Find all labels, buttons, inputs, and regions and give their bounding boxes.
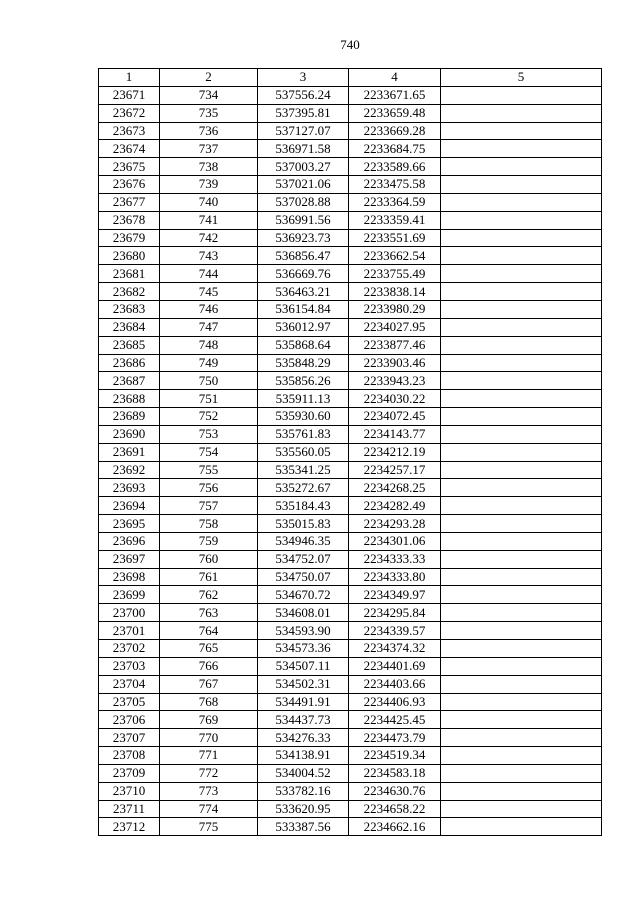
- table-cell-col-5: [441, 532, 602, 550]
- table-cell-col-3: 535911.13: [258, 390, 349, 408]
- table-cell-col-3: 535856.26: [258, 372, 349, 390]
- table-cell-col-1: 23706: [99, 711, 160, 729]
- table-cell-col-1: 23709: [99, 764, 160, 782]
- table-cell-col-3: 537021.06: [258, 176, 349, 194]
- table-row: [99, 568, 602, 586]
- table-cell-col-5: [441, 782, 602, 800]
- table-header: [99, 69, 602, 87]
- table-cell-col-5: [441, 372, 602, 390]
- table-cell-col-4: 2233589.66: [349, 158, 441, 176]
- table-cell-col-2: 769: [160, 711, 258, 729]
- table-cell-col-5: [441, 104, 602, 122]
- table-row: [99, 122, 602, 140]
- table-row: [99, 247, 602, 265]
- table-cell-col-3: 533387.56: [258, 818, 349, 836]
- table-cell-col-2: 774: [160, 800, 258, 818]
- table-cell-col-5: [441, 497, 602, 515]
- table-cell-col-3: 537556.24: [258, 86, 349, 104]
- table-cell-col-4: 2234030.22: [349, 390, 441, 408]
- table-row: [99, 336, 602, 354]
- table-cell-col-3: 536856.47: [258, 247, 349, 265]
- table-cell-col-1: 23707: [99, 729, 160, 747]
- table-cell-col-4: 2234268.25: [349, 479, 441, 497]
- table-cell-col-2: 763: [160, 604, 258, 622]
- table-cell-col-1: 23682: [99, 283, 160, 301]
- table-row: [99, 408, 602, 426]
- table-cell-col-1: 23692: [99, 461, 160, 479]
- table-cell-col-3: 534437.73: [258, 711, 349, 729]
- table-cell-col-5: [441, 425, 602, 443]
- table-cell-col-3: 535341.25: [258, 461, 349, 479]
- table-cell-col-2: 758: [160, 515, 258, 533]
- table-cell-col-3: 537127.07: [258, 122, 349, 140]
- header-cell-2: 2: [160, 69, 258, 87]
- table-cell-col-5: [441, 318, 602, 336]
- table-cell-col-4: 2234406.93: [349, 693, 441, 711]
- table-cell-col-2: 765: [160, 640, 258, 658]
- table-cell-col-2: 775: [160, 818, 258, 836]
- table-cell-col-5: [441, 586, 602, 604]
- table-cell-col-1: 23678: [99, 211, 160, 229]
- table-cell-col-1: 23671: [99, 86, 160, 104]
- table-cell-col-2: 744: [160, 265, 258, 283]
- table-cell-col-3: 534752.07: [258, 550, 349, 568]
- table-cell-col-2: 751: [160, 390, 258, 408]
- table-cell-col-2: 770: [160, 729, 258, 747]
- table-cell-col-3: 535272.67: [258, 479, 349, 497]
- header-cell-1: 1: [99, 69, 160, 87]
- table-cell-col-2: 748: [160, 336, 258, 354]
- table-cell-col-1: 23679: [99, 229, 160, 247]
- table-row: [99, 622, 602, 640]
- table-cell-col-5: [441, 354, 602, 372]
- table-row: [99, 372, 602, 390]
- table-cell-col-5: [441, 122, 602, 140]
- table-cell-col-1: 23699: [99, 586, 160, 604]
- table-row: [99, 640, 602, 658]
- table-cell-col-5: [441, 711, 602, 729]
- table-cell-col-5: [441, 622, 602, 640]
- table-row: [99, 390, 602, 408]
- table-cell-col-5: [441, 747, 602, 765]
- table-cell-col-4: 2234662.16: [349, 818, 441, 836]
- table-cell-col-4: 2234630.76: [349, 782, 441, 800]
- table-cell-col-3: 533620.95: [258, 800, 349, 818]
- table-cell-col-5: [441, 336, 602, 354]
- table-cell-col-1: 23704: [99, 675, 160, 693]
- page-number: 740: [340, 37, 360, 52]
- table-cell-col-2: 771: [160, 747, 258, 765]
- table-row: [99, 729, 602, 747]
- table-cell-col-3: 534004.52: [258, 764, 349, 782]
- table-cell-col-2: 749: [160, 354, 258, 372]
- table-cell-col-5: [441, 515, 602, 533]
- table-cell-col-4: 2233684.75: [349, 140, 441, 158]
- table-cell-col-1: 23684: [99, 318, 160, 336]
- table-row: [99, 532, 602, 550]
- table-cell-col-3: 534138.91: [258, 747, 349, 765]
- table-cell-col-4: 2233671.65: [349, 86, 441, 104]
- table-row: [99, 586, 602, 604]
- table-cell-col-5: [441, 729, 602, 747]
- table-cell-col-4: 2234339.57: [349, 622, 441, 640]
- table-row: [99, 443, 602, 461]
- table-cell-col-3: 537003.27: [258, 158, 349, 176]
- table-row: [99, 800, 602, 818]
- table-cell-col-4: 2233659.48: [349, 104, 441, 122]
- table-cell-col-1: 23677: [99, 193, 160, 211]
- table-row: [99, 657, 602, 675]
- table-cell-col-5: [441, 461, 602, 479]
- table-cell-col-4: 2234072.45: [349, 408, 441, 426]
- table-cell-col-2: 742: [160, 229, 258, 247]
- table-cell-col-4: 2233877.46: [349, 336, 441, 354]
- table-cell-col-2: 752: [160, 408, 258, 426]
- table-row: [99, 747, 602, 765]
- table-cell-col-5: [441, 265, 602, 283]
- table-cell-col-5: [441, 443, 602, 461]
- table-cell-col-3: 536012.97: [258, 318, 349, 336]
- table-cell-col-5: [441, 657, 602, 675]
- table-cell-col-1: 23695: [99, 515, 160, 533]
- table-cell-col-5: [441, 247, 602, 265]
- table-row: [99, 515, 602, 533]
- table-cell-col-4: 2234519.34: [349, 747, 441, 765]
- table-cell-col-1: 23701: [99, 622, 160, 640]
- table-cell-col-1: 23674: [99, 140, 160, 158]
- table-cell-col-2: 734: [160, 86, 258, 104]
- table-row: [99, 425, 602, 443]
- table-cell-col-1: 23703: [99, 657, 160, 675]
- table-cell-col-2: 760: [160, 550, 258, 568]
- table-cell-col-2: 767: [160, 675, 258, 693]
- table-row: [99, 300, 602, 318]
- table-row: [99, 461, 602, 479]
- table-cell-col-1: 23689: [99, 408, 160, 426]
- table-cell-col-3: 535184.43: [258, 497, 349, 515]
- table-cell-col-4: 2233359.41: [349, 211, 441, 229]
- table-cell-col-5: [441, 800, 602, 818]
- table-cell-col-3: 535848.29: [258, 354, 349, 372]
- table-cell-col-1: 23696: [99, 532, 160, 550]
- table-cell-col-4: 2234425.45: [349, 711, 441, 729]
- table-cell-col-1: 23688: [99, 390, 160, 408]
- table-cell-col-5: [441, 140, 602, 158]
- table-cell-col-4: 2234401.69: [349, 657, 441, 675]
- table-cell-col-3: 534502.31: [258, 675, 349, 693]
- table-cell-col-3: 535015.83: [258, 515, 349, 533]
- table-cell-col-2: 773: [160, 782, 258, 800]
- table-cell-col-5: [441, 176, 602, 194]
- table-cell-col-1: 23697: [99, 550, 160, 568]
- table-cell-col-3: 535930.60: [258, 408, 349, 426]
- table-cell-col-2: 740: [160, 193, 258, 211]
- table-cell-col-4: 2233662.54: [349, 247, 441, 265]
- table-cell-col-3: 534507.11: [258, 657, 349, 675]
- table-cell-col-4: 2234658.22: [349, 800, 441, 818]
- table-cell-col-4: 2234143.77: [349, 425, 441, 443]
- table-row: [99, 140, 602, 158]
- table-cell-col-1: 23675: [99, 158, 160, 176]
- table-cell-col-1: 23690: [99, 425, 160, 443]
- table-row: [99, 86, 602, 104]
- table-cell-col-4: 2233838.14: [349, 283, 441, 301]
- table-cell-col-5: [441, 300, 602, 318]
- header-cell-4: 4: [349, 69, 441, 87]
- table-cell-col-5: [441, 283, 602, 301]
- table-cell-col-5: [441, 193, 602, 211]
- table-cell-col-5: [441, 550, 602, 568]
- table-cell-col-3: 533782.16: [258, 782, 349, 800]
- table-cell-col-5: [441, 640, 602, 658]
- table-row: [99, 764, 602, 782]
- header-row: [99, 69, 602, 87]
- table-cell-col-2: 762: [160, 586, 258, 604]
- table-cell-col-1: 23691: [99, 443, 160, 461]
- table-cell-col-5: [441, 158, 602, 176]
- table-cell-col-4: 2234583.18: [349, 764, 441, 782]
- table-cell-col-5: [441, 764, 602, 782]
- table-row: [99, 158, 602, 176]
- table-row: [99, 211, 602, 229]
- table-cell-col-1: 23705: [99, 693, 160, 711]
- table-cell-col-4: 2233551.69: [349, 229, 441, 247]
- table-cell-col-2: 739: [160, 176, 258, 194]
- table-row: [99, 265, 602, 283]
- table-cell-col-5: [441, 229, 602, 247]
- table-cell-col-4: 2234333.33: [349, 550, 441, 568]
- table-row: [99, 497, 602, 515]
- table-cell-col-2: 772: [160, 764, 258, 782]
- table-cell-col-4: 2233364.59: [349, 193, 441, 211]
- table-cell-col-2: 746: [160, 300, 258, 318]
- table-row: [99, 818, 602, 836]
- table-cell-col-3: 534946.35: [258, 532, 349, 550]
- table-cell-col-1: 23685: [99, 336, 160, 354]
- table-cell-col-3: 536991.56: [258, 211, 349, 229]
- table-cell-col-2: 747: [160, 318, 258, 336]
- table-cell-col-1: 23683: [99, 300, 160, 318]
- table-cell-col-5: [441, 390, 602, 408]
- table-cell-col-4: 2234349.97: [349, 586, 441, 604]
- table-cell-col-3: 534750.07: [258, 568, 349, 586]
- table-cell-col-1: 23693: [99, 479, 160, 497]
- table-row: [99, 550, 602, 568]
- table-cell-col-3: 534573.36: [258, 640, 349, 658]
- table-row: [99, 782, 602, 800]
- table-cell-col-4: 2233980.29: [349, 300, 441, 318]
- table-cell-col-3: 536463.21: [258, 283, 349, 301]
- table-cell-col-4: 2234282.49: [349, 497, 441, 515]
- table-cell-col-5: [441, 86, 602, 104]
- table-cell-col-3: 535761.83: [258, 425, 349, 443]
- table-row: [99, 711, 602, 729]
- table-row: [99, 229, 602, 247]
- table-row: [99, 176, 602, 194]
- table-cell-col-1: 23711: [99, 800, 160, 818]
- table-cell-col-5: [441, 693, 602, 711]
- table-cell-col-1: 23702: [99, 640, 160, 658]
- table-cell-col-1: 23673: [99, 122, 160, 140]
- table-cell-col-1: 23680: [99, 247, 160, 265]
- table-cell-col-2: 761: [160, 568, 258, 586]
- table-cell-col-3: 534608.01: [258, 604, 349, 622]
- table-row: [99, 193, 602, 211]
- table-cell-col-1: 23687: [99, 372, 160, 390]
- table-cell-col-5: [441, 211, 602, 229]
- table-cell-col-2: 750: [160, 372, 258, 390]
- table-cell-col-2: 768: [160, 693, 258, 711]
- table-cell-col-2: 757: [160, 497, 258, 515]
- table-cell-col-2: 756: [160, 479, 258, 497]
- table-cell-col-1: 23712: [99, 818, 160, 836]
- table-cell-col-4: 2234295.84: [349, 604, 441, 622]
- table-row: [99, 104, 602, 122]
- table-cell-col-2: 737: [160, 140, 258, 158]
- table-cell-col-3: 536923.73: [258, 229, 349, 247]
- table-cell-col-2: 754: [160, 443, 258, 461]
- table-cell-col-4: 2233903.46: [349, 354, 441, 372]
- table-cell-col-2: 753: [160, 425, 258, 443]
- table-row: [99, 354, 602, 372]
- table-cell-col-4: 2234473.79: [349, 729, 441, 747]
- table-cell-col-2: 741: [160, 211, 258, 229]
- table-row: [99, 283, 602, 301]
- table-cell-col-2: 743: [160, 247, 258, 265]
- table-cell-col-5: [441, 479, 602, 497]
- table-row: [99, 675, 602, 693]
- table-cell-col-3: 534491.91: [258, 693, 349, 711]
- table-cell-col-3: 537028.88: [258, 193, 349, 211]
- table-row: [99, 693, 602, 711]
- table-cell-col-2: 755: [160, 461, 258, 479]
- table-cell-col-4: 2234301.06: [349, 532, 441, 550]
- table-cell-col-4: 2234212.19: [349, 443, 441, 461]
- table-cell-col-1: 23694: [99, 497, 160, 515]
- table-row: [99, 318, 602, 336]
- table-cell-col-2: 735: [160, 104, 258, 122]
- header-cell-5: 5: [441, 69, 602, 87]
- table-cell-col-3: 534276.33: [258, 729, 349, 747]
- table-cell-col-4: 2234333.80: [349, 568, 441, 586]
- table-cell-col-3: 534670.72: [258, 586, 349, 604]
- table-cell-col-2: 738: [160, 158, 258, 176]
- table-cell-col-3: 537395.81: [258, 104, 349, 122]
- table-row: [99, 479, 602, 497]
- table-cell-col-3: 536971.58: [258, 140, 349, 158]
- table-cell-col-1: 23708: [99, 747, 160, 765]
- table-cell-col-5: [441, 408, 602, 426]
- table-cell-col-3: 534593.90: [258, 622, 349, 640]
- table-cell-col-1: 23672: [99, 104, 160, 122]
- table-cell-col-1: 23710: [99, 782, 160, 800]
- table-cell-col-2: 764: [160, 622, 258, 640]
- table-cell-col-3: 535868.64: [258, 336, 349, 354]
- table-cell-col-4: 2233943.23: [349, 372, 441, 390]
- header-cell-3: 3: [258, 69, 349, 87]
- table-cell-col-4: 2233475.58: [349, 176, 441, 194]
- table-cell-col-3: 535560.05: [258, 443, 349, 461]
- table-cell-col-1: 23700: [99, 604, 160, 622]
- table-cell-col-5: [441, 675, 602, 693]
- table-cell-col-4: 2234027.95: [349, 318, 441, 336]
- table-cell-col-1: 23681: [99, 265, 160, 283]
- table-cell-col-1: 23686: [99, 354, 160, 372]
- table-cell-col-3: 536669.76: [258, 265, 349, 283]
- table-cell-col-4: 2234293.28: [349, 515, 441, 533]
- coordinates-table: [98, 68, 602, 836]
- table-cell-col-2: 745: [160, 283, 258, 301]
- table-cell-col-2: 759: [160, 532, 258, 550]
- table-cell-col-4: 2234403.66: [349, 675, 441, 693]
- table-cell-col-5: [441, 818, 602, 836]
- table-row: [99, 604, 602, 622]
- table-cell-col-1: 23698: [99, 568, 160, 586]
- table-cell-col-4: 2233669.28: [349, 122, 441, 140]
- table-cell-col-3: 536154.84: [258, 300, 349, 318]
- table-cell-col-2: 736: [160, 122, 258, 140]
- table-body: [99, 86, 602, 835]
- table-cell-col-4: 2233755.49: [349, 265, 441, 283]
- table-cell-col-1: 23676: [99, 176, 160, 194]
- table-cell-col-4: 2234257.17: [349, 461, 441, 479]
- table-cell-col-5: [441, 604, 602, 622]
- table-cell-col-5: [441, 568, 602, 586]
- table-cell-col-4: 2234374.32: [349, 640, 441, 658]
- table-cell-col-2: 766: [160, 657, 258, 675]
